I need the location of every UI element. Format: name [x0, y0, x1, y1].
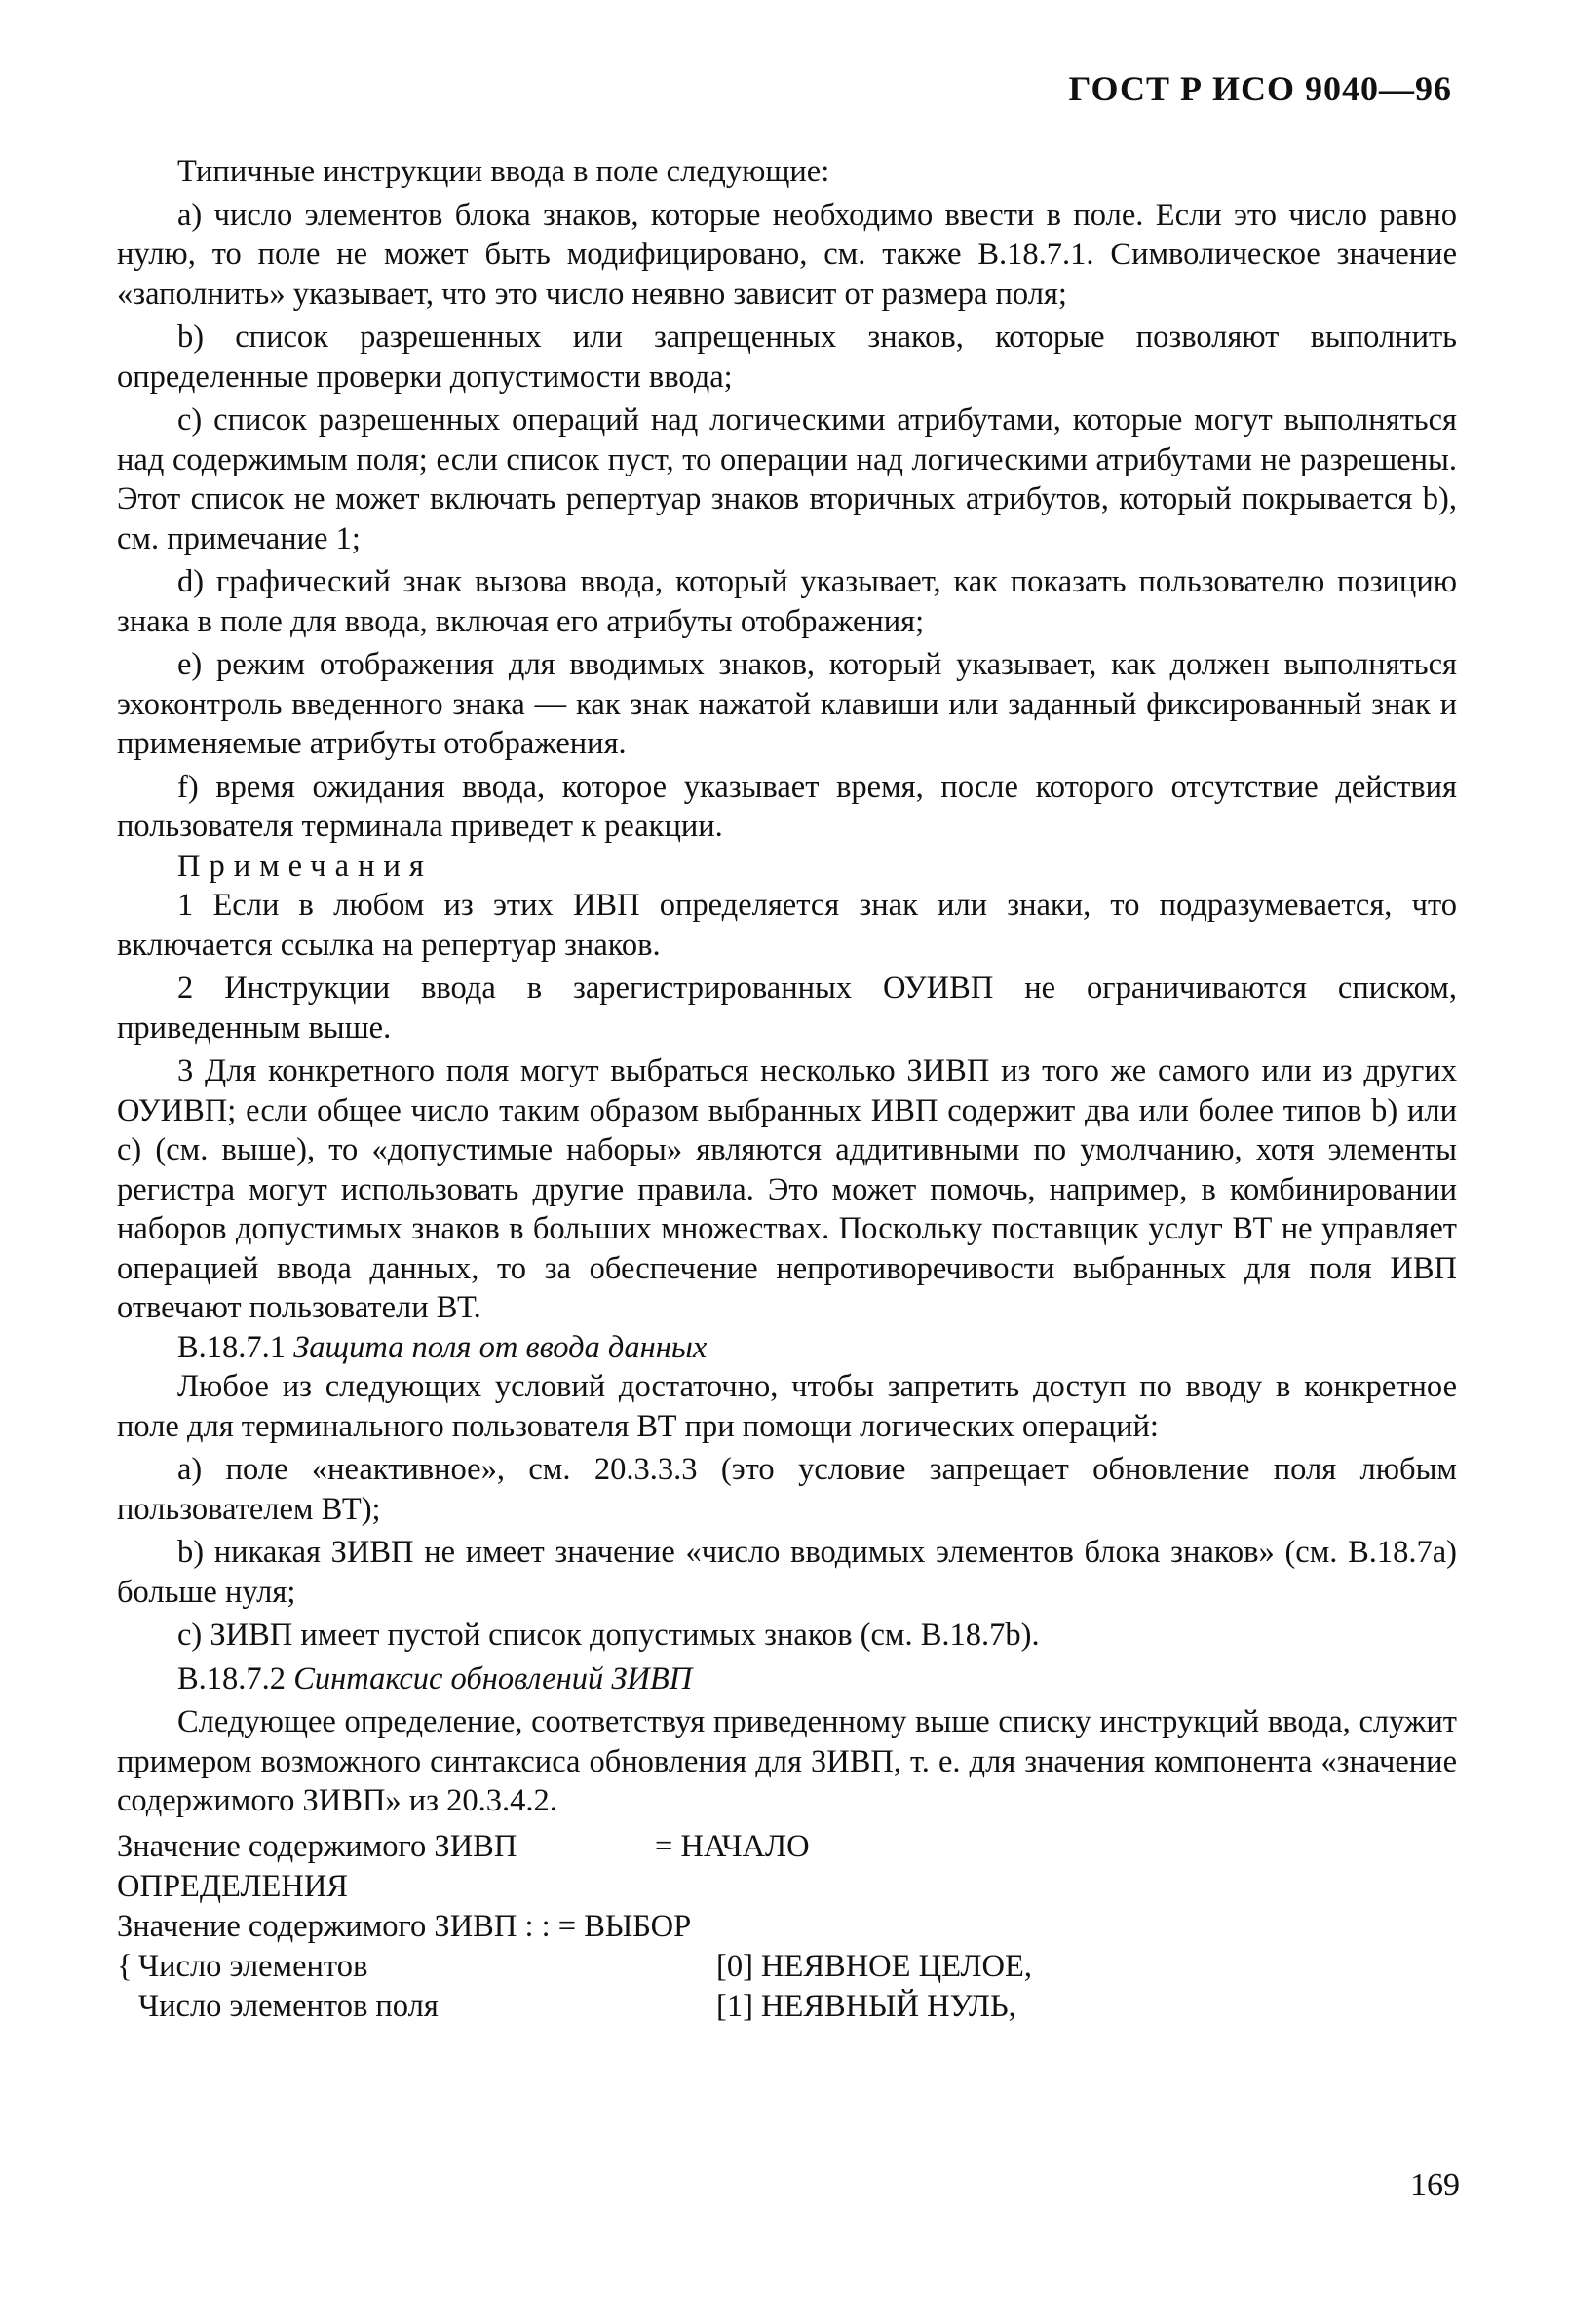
section-heading [117, 1659, 1457, 1699]
syntax-field-type: [0] НЕЯВНОЕ ЦЕЛОЕ, [716, 1948, 1033, 1984]
document-body [117, 152, 1457, 2027]
section-heading [117, 1328, 1457, 1368]
syntax-line [117, 1987, 1457, 2027]
intro-paragraph: Типичные инструкции ввода в поле следующие: [177, 154, 830, 189]
instruction-item: е) режим отображения для вводимых знаков, который указывает, как должен выполняться эхоконтроль введенного знака — как знак нажатой клавиши или заданный фиксированный знак и применяемые атрибуты отображения. [117, 647, 1457, 761]
note-item: 1 Если в любом из этих ИВП определяется знак или знаки, то подразумевается, что включается ссылка на репертуар знаков. [117, 888, 1457, 963]
note-item: 3 Для конкретного поля могут выбраться несколько ЗИВП из того же самого или из других ОУИВП; если общее число таким образом выбранных ИВП содержит два или более типов b) или с) (см. выше), то «допустимые наборы» являются аддитивными по умолчанию, хотя элементы регистра могут использовать другие правила. Это может помочь, например, в комбинировании наборов допустимых знаков в больших множествах. Поскольку поставщик услуг ВТ не управляет операцией ввода данных, то за обеспечение непротиворечивости выбранных для поля ИВП отвечают пользователи ВТ. [117, 1053, 1457, 1325]
section-intro: Любое из следующих условий достаточно, чтобы запретить доступ по вводу в конкретное поле для терминального пользователя ВТ при помощи логических операций: [117, 1369, 1457, 1444]
syntax-text: = НАЧАЛО [655, 1828, 810, 1864]
brace-symbol: { [117, 1948, 133, 1984]
standard-header: ГОСТ Р ИСО 9040—96 [1068, 69, 1452, 108]
syntax-line [117, 1947, 1457, 1987]
syntax-line [117, 1907, 1457, 1947]
syntax-text: Значение содержимого ЗИВП ОПРЕДЕЛЕНИЯ [117, 1828, 517, 1904]
condition-item: а) поле «неактивное», см. 20.3.3.3 (это условие запрещает обновление поля любым пользователем ВТ); [117, 1452, 1457, 1527]
syntax-field-name [117, 1947, 716, 1987]
syntax-block [117, 1827, 1457, 2027]
instruction-item: с) список разрешенных операций над логическими атрибутами, которые могут выполняться над содержимым поля; если список пуст, то операции над логическими атрибутами не разрешены. Этот список не может включать репертуар знаков вторичных атрибутов, который покрывается b), см. примечание 1; [117, 402, 1457, 556]
syntax-text: Число элементов [138, 1948, 368, 1984]
notes-title: Примечания [177, 848, 433, 884]
instruction-item: b) список разрешенных или запрещенных знаков, которые позволяют выполнить определенные проверки допустимости ввода; [117, 320, 1457, 395]
syntax-field-name [117, 1987, 716, 2027]
instruction-item: f) время ожидания ввода, которое указывает время, после которого отсутствие действия пользователя терминала приведет к реакции. [117, 769, 1457, 844]
note-item: 2 Инструкции ввода в зарегистрированных ОУИВП не ограничиваются списком, приведенным выше. [117, 971, 1457, 1046]
page-number: 169 [1410, 2167, 1460, 2203]
syntax-text: Значение содержимого ЗИВП : : = ВЫБОР [117, 1908, 692, 1944]
section-title: Синтаксис обновлений ЗИВП [293, 1660, 693, 1696]
condition-item: с) ЗИВП имеет пустой список допустимых знаков (см. В.18.7b). [177, 1618, 1040, 1653]
syntax-text: Число элементов поля [138, 1988, 439, 2024]
section-title: Защита поля от ввода данных [293, 1329, 708, 1365]
condition-item: b) никакая ЗИВП не имеет значение «число вводимых элементов блока знаков» (см. В.18.7а) больше нуля; [117, 1535, 1457, 1610]
section-number: В.18.7.2 [177, 1660, 287, 1696]
section-paragraph: Следующее определение, соответствуя приведенному выше списку инструкций ввода, служит примером возможного синтаксиса обновления для ЗИВП, т. е. для значения компонента «значение содержимого ЗИВП» из 20.3.4.2. [117, 1704, 1457, 1818]
instruction-item: d) графический знак вызова ввода, который указывает, как показать пользователю позицию знака в поле для ввода, включая его атрибуты отображения; [117, 564, 1457, 639]
section-number: В.18.7.1 [177, 1329, 287, 1365]
instruction-item: а) число элементов блока знаков, которые необходимо ввести в поле. Если это число равно нулю, то поле не может быть модифицировано, см. также В.18.7.1. Символическое значение «заполнить» указывает, что это число неявно зависит от размера поля; [117, 197, 1457, 312]
syntax-line [117, 1827, 1457, 1907]
syntax-field-type: [1] НЕЯВНЫЙ НУЛЬ, [716, 1988, 1016, 2024]
